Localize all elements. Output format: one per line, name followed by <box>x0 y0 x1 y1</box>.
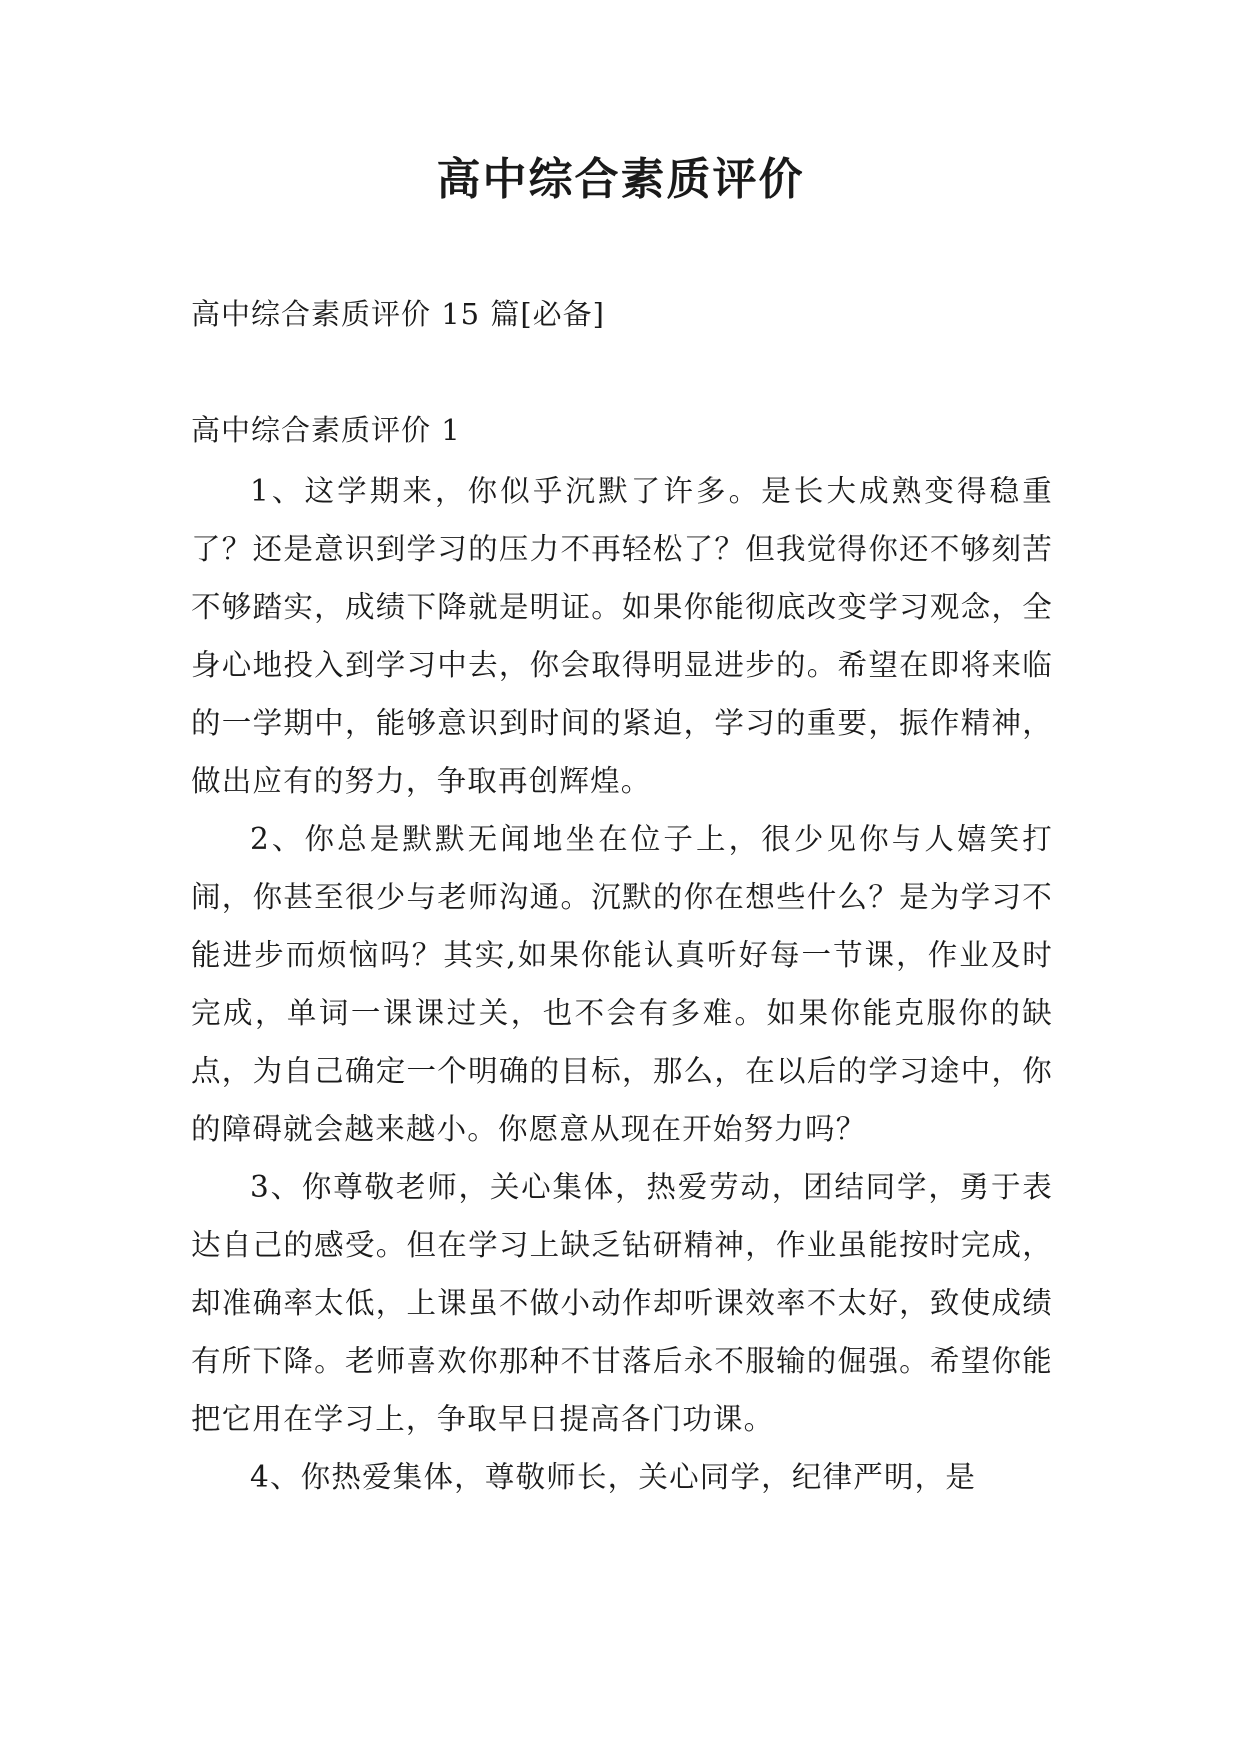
document-subtitle: 高中综合素质评价 15 篇[必备] <box>191 297 605 331</box>
section-heading: 高中综合素质评价 1 <box>191 413 461 447</box>
paragraph-4: 4、你热爱集体，尊敬师长，关心同学，纪律严明，是 <box>250 1460 977 1494</box>
paragraph-1: 1、这学期来，你似乎沉默了许多。是长大成熟变得稳重了？还是意识到学习的压力不再轻松了？但我觉得你还不够刻苦不够踏实，成绩下降就是明证。如果你能彻底改变学习观念，全身心地投入到学习中去，你会取得明显进步的。希望在即将来临的一学期中，能够意识到时间的紧迫，学习的重要，振作精神，做出应有的努力，争取再创辉煌。 <box>191 474 1053 798</box>
body-text <box>191 462 1053 1506</box>
paragraph-2: 2、你总是默默无闻地坐在位子上，很少见你与人嬉笑打闹，你甚至很少与老师沟通。沉默的你在想些什么？是为学习不能进步而烦恼吗？其实,如果你能认真听好每一节课，作业及时完成，单词一课课过关，也不会有多难。如果你能克服你的缺点，为自己确定一个明确的目标，那么，在以后的学习途中，你的障碍就会越来越小。你愿意从现在开始努力吗？ <box>191 822 1053 1146</box>
paragraph-3: 3、你尊敬老师，关心集体，热爱劳动，团结同学，勇于表达自己的感受。但在学习上缺乏钻研精神，作业虽能按时完成，却准确率太低，上课虽不做小动作却听课效率不太好，致使成绩有所下降。老师喜欢你那种不甘落后永不服输的倔强。希望你能把它用在学习上，争取早日提高各门功课。 <box>191 1170 1053 1436</box>
document-title: 高中综合素质评价 <box>436 154 805 205</box>
